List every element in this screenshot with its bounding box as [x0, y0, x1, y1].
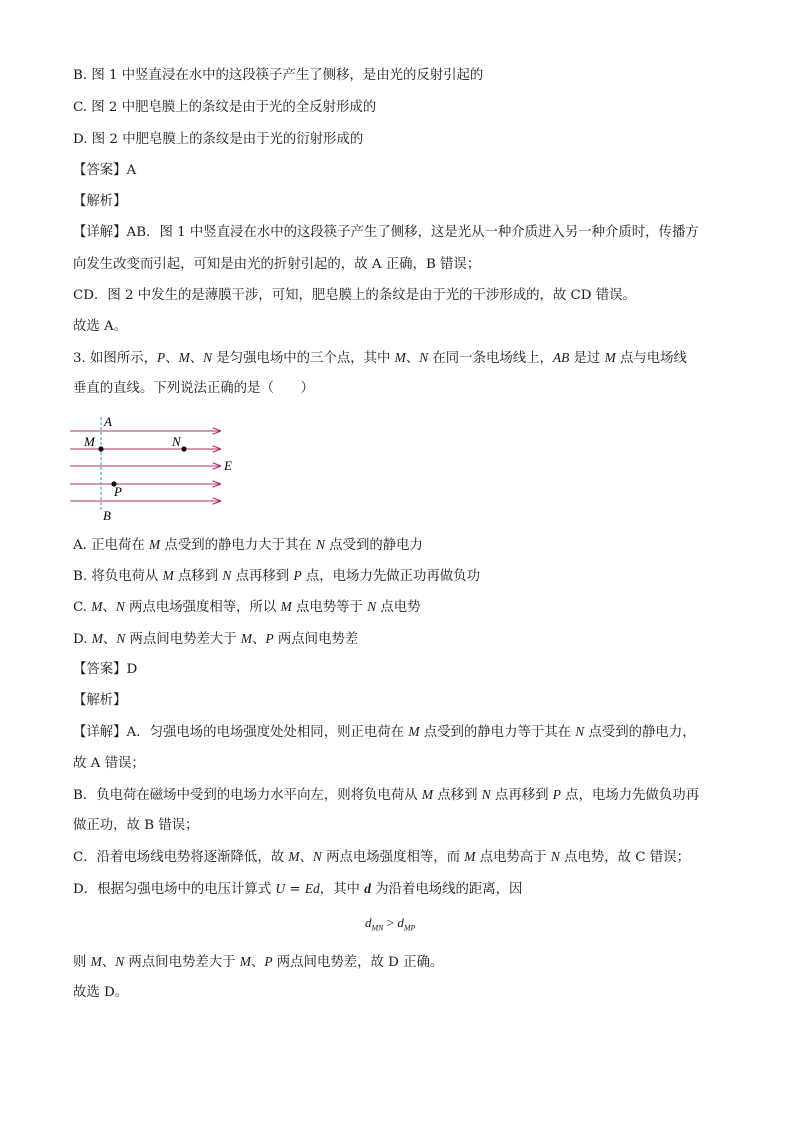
choose-line: 故选 D。: [73, 985, 129, 1000]
label-m: M: [84, 434, 95, 449]
explanation-line: B．负电荷在磁场中受到的电场力水平向左，则将负电荷从 M 点移到 N 点再移到 P 点，电场力先做负功再: [73, 787, 700, 803]
explanation-line: 【详解】A．匀强电场的电场强度处处相同，则正电荷在 M 点受到的静电力等于其在 N 点受到的静电力，: [73, 724, 696, 740]
point-n: [181, 446, 186, 451]
choose-line: 故选 A。: [73, 319, 128, 334]
question-3-stem: 垂直的直线。下列说法正确的是（ ）: [73, 381, 315, 396]
option-a: A. 正电荷在 M 点受到的静电力大于其在 N 点受到的静电力: [73, 537, 423, 553]
explanation-line: 故 A 错误；: [73, 756, 145, 771]
option-c: C. M、N 两点电场强度相等，所以 M 点电势等于 N 点电势: [73, 599, 421, 615]
option-d-text: D. 图 2 中肥皂膜上的条纹是由于光的衍射形成的: [73, 132, 364, 147]
explanation-line: D．根据匀强电场中的电压计算式 U = Ed，其中 d 为沿着电场线的距离，因: [73, 881, 523, 897]
analysis-label: 【解析】: [73, 194, 127, 209]
distance-inequality: $d_{MN} > d_{MP}$: [365, 915, 416, 933]
explanation-line: 做正功，故 B 错误；: [73, 818, 199, 833]
label-e: E: [224, 458, 232, 473]
label-b: B: [103, 508, 111, 523]
point-m: [98, 446, 103, 451]
explanation-line: 则 M、N 两点间电势差大于 M、P 两点间电势差，故 D 正确。: [73, 954, 444, 970]
label-p: P: [114, 484, 122, 499]
option-c-text: C. 图 2 中肥皂膜上的条纹是由于光的全反射形成的: [73, 100, 377, 115]
option-b: B. 将负电荷从 M 点移到 N 点再移到 P 点，电场力先做正功再做负功: [73, 568, 480, 584]
option-b-text: B. 图 1 中竖直浸在水中的这段筷子产生了侧移，是由光的反射引起的: [73, 68, 484, 83]
option-d: D. M、N 两点间电势差大于 M、P 两点间电势差: [73, 631, 359, 647]
question-3-stem: 3. 如图所示，P、M、N 是匀强电场中的三个点，其中 M、N 在同一条电场线上，AB 是过 M 点与电场线: [73, 350, 687, 366]
explanation-line: C．沿着电场线电势将逐渐降低，故 M、N 两点电场强度相等，而 M 点电势高于 N 点电势，故 C 错误；: [73, 849, 690, 865]
label-a: A: [104, 414, 112, 429]
answer-label: 【答案】A: [73, 163, 137, 178]
answer-label: 【答案】D: [73, 662, 138, 677]
analysis-label: 【解析】: [73, 693, 127, 708]
label-n: N: [172, 434, 181, 449]
electric-field-diagram: [66, 413, 246, 525]
explanation-line: CD．图 2 中发生的是薄膜干涉，可知，肥皂膜上的条纹是由于光的干涉形成的，故 CD 错误。: [73, 288, 636, 303]
explanation-line: 【详解】AB．图 1 中竖直浸在水中的这段筷子产生了侧移，这是光从一种介质进入另一种介质时，传播方: [73, 225, 699, 240]
explanation-line: 向发生改变而引起，可知是由光的折射引起的，故 A 正确，B 错误；: [73, 257, 481, 272]
